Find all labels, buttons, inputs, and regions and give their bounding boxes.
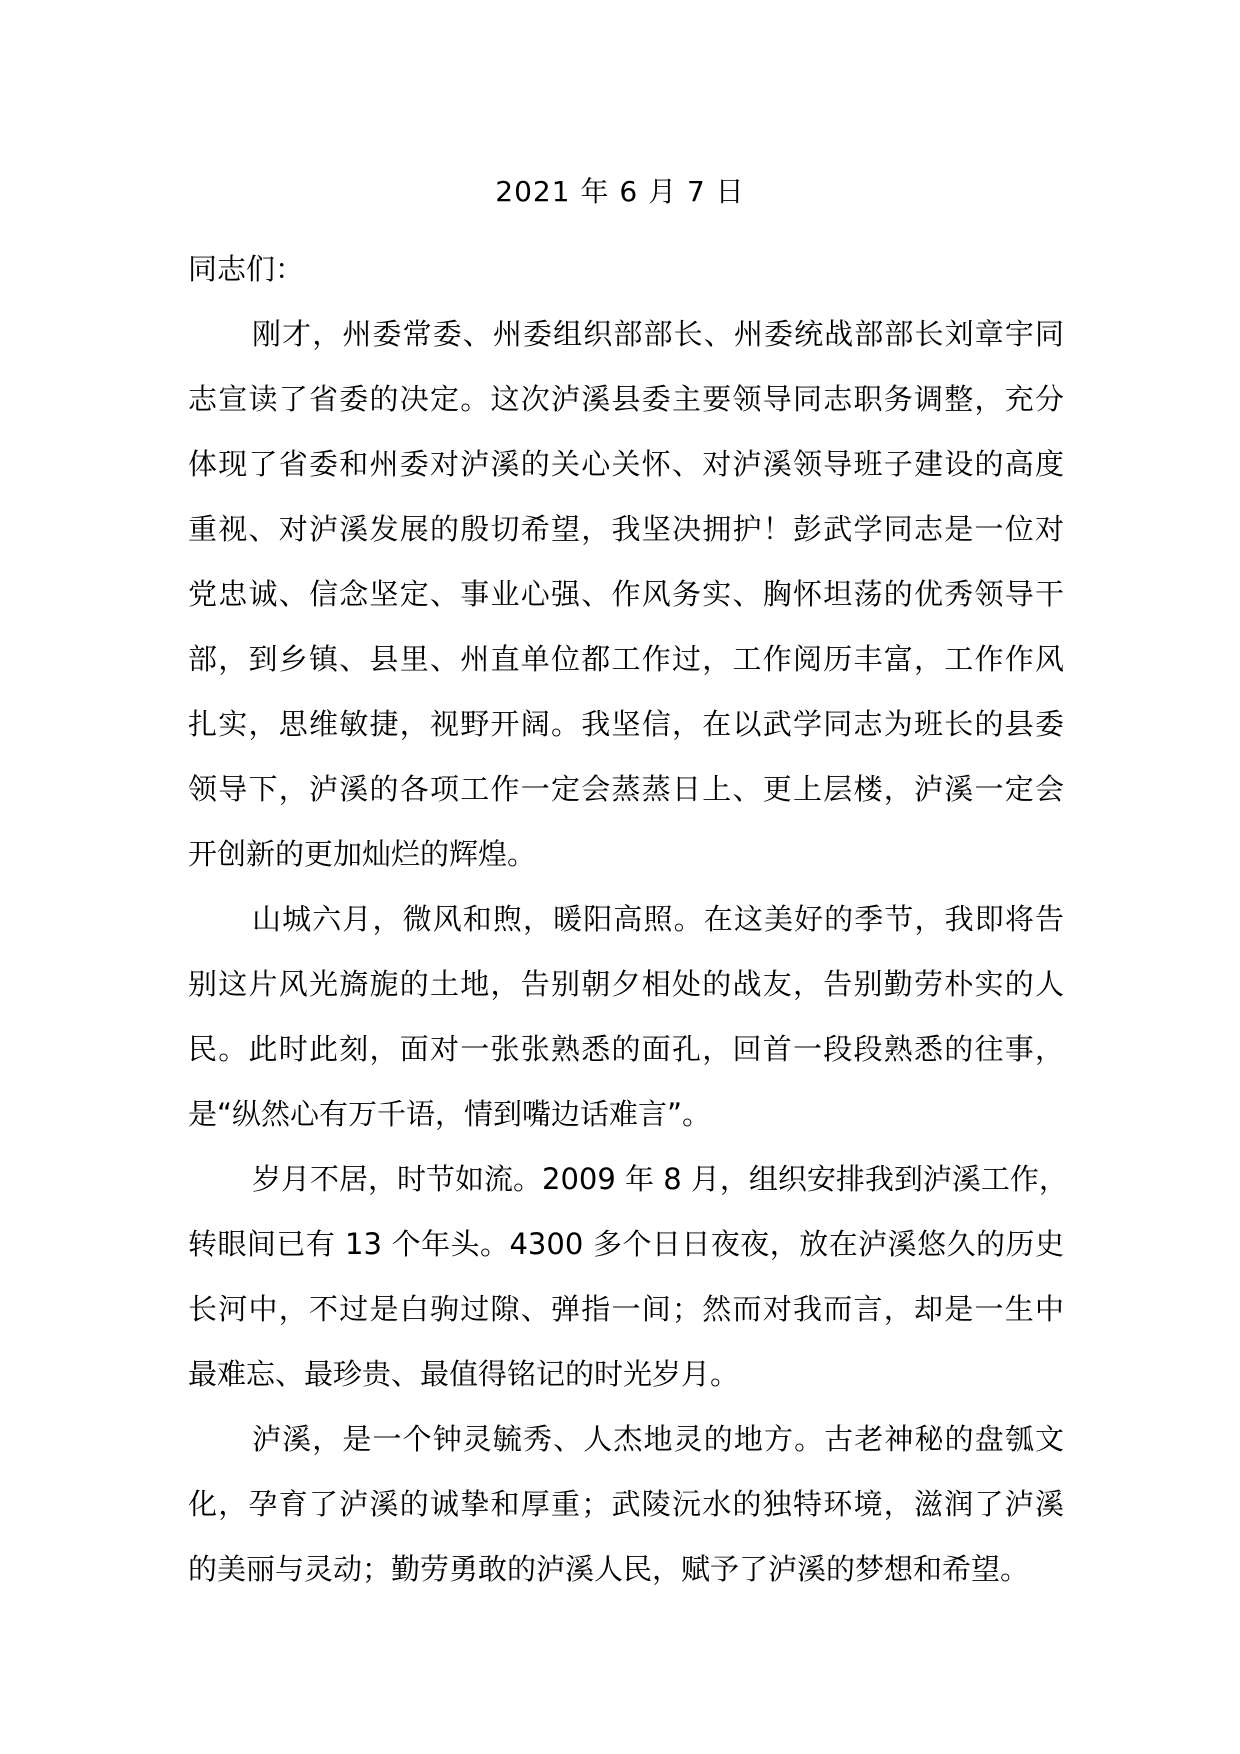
- document-body: [188, 237, 1068, 1602]
- paragraph-line: 岁月不居，时节如流。2009 年 8 月，组织安排我到泸溪工作，: [252, 1162, 1068, 1196]
- paragraph-line: 民。此时此刻，面对一张张熟悉的面孔，回首一段段熟悉的往事，: [188, 1032, 1064, 1066]
- paragraphs: [188, 302, 1068, 1602]
- paragraph-line: 重视、对泸溪发展的殷切希望，我坚决拥护！彭武学同志是一位对: [188, 512, 1064, 546]
- paragraph-line: 开创新的更加灿烂的辉煌。: [188, 837, 537, 871]
- paragraph-line: 党忠诚、信念坚定、事业心强、作风务实、胸怀坦荡的优秀领导干: [188, 577, 1064, 611]
- paragraph-line: 扎实，思维敏捷，视野开阔。我坚信，在以武学同志为班长的县委: [188, 707, 1064, 741]
- paragraph-line: 长河中，不过是白驹过隙、弹指一间；然而对我而言，却是一生中: [188, 1292, 1064, 1326]
- paragraph-line: 最难忘、最珍贵、最值得铭记的时光岁月。: [188, 1357, 740, 1391]
- paragraph-line: 志宣读了省委的决定。这次泸溪县委主要领导同志职务调整，充分: [188, 382, 1064, 416]
- paragraph-line: 转眼间已有 13 个年头。4300 多个日日夜夜，放在泸溪悠久的历史: [188, 1227, 1064, 1261]
- paragraph-line: 泸溪，是一个钟灵毓秀、人杰地灵的地方。古老神秘的盘瓠文: [252, 1422, 1064, 1456]
- paragraph-line: 部，到乡镇、县里、州直单位都工作过，工作阅历丰富，工作作风: [188, 642, 1064, 676]
- paragraph-line: 山城六月，微风和煦，暖阳高照。在这美好的季节，我即将告: [252, 902, 1064, 936]
- paragraph-line: 领导下，泸溪的各项工作一定会蒸蒸日上、更上层楼，泸溪一定会: [188, 772, 1064, 806]
- paragraph: [188, 887, 1064, 1147]
- paragraph: [188, 302, 1064, 887]
- paragraph-line: 化，孕育了泸溪的诚挚和厚重；武陵沅水的独特环境，滋润了泸溪: [188, 1487, 1064, 1521]
- paragraph: [188, 1407, 1064, 1602]
- paragraph-line: 体现了省委和州委对泸溪的关心关怀、对泸溪领导班子建设的高度: [188, 447, 1064, 481]
- paragraph: [188, 1147, 1068, 1407]
- paragraph-line: 刚才，州委常委、州委组织部部长、州委统战部部长刘章宇同: [252, 317, 1064, 351]
- paragraph-line: 是“纵然心有万千语，情到嘴边话难言”。: [188, 1097, 712, 1131]
- document-date: 2021 年 6 月 7 日: [495, 175, 745, 208]
- paragraph-line: 的美丽与灵动；勤劳勇敢的泸溪人民，赋予了泸溪的梦想和希望。: [188, 1552, 1030, 1586]
- salutation: 同志们：: [188, 252, 305, 286]
- paragraph-line: 别这片风光旖旎的土地，告别朝夕相处的战友，告别勤劳朴实的人: [188, 967, 1064, 1001]
